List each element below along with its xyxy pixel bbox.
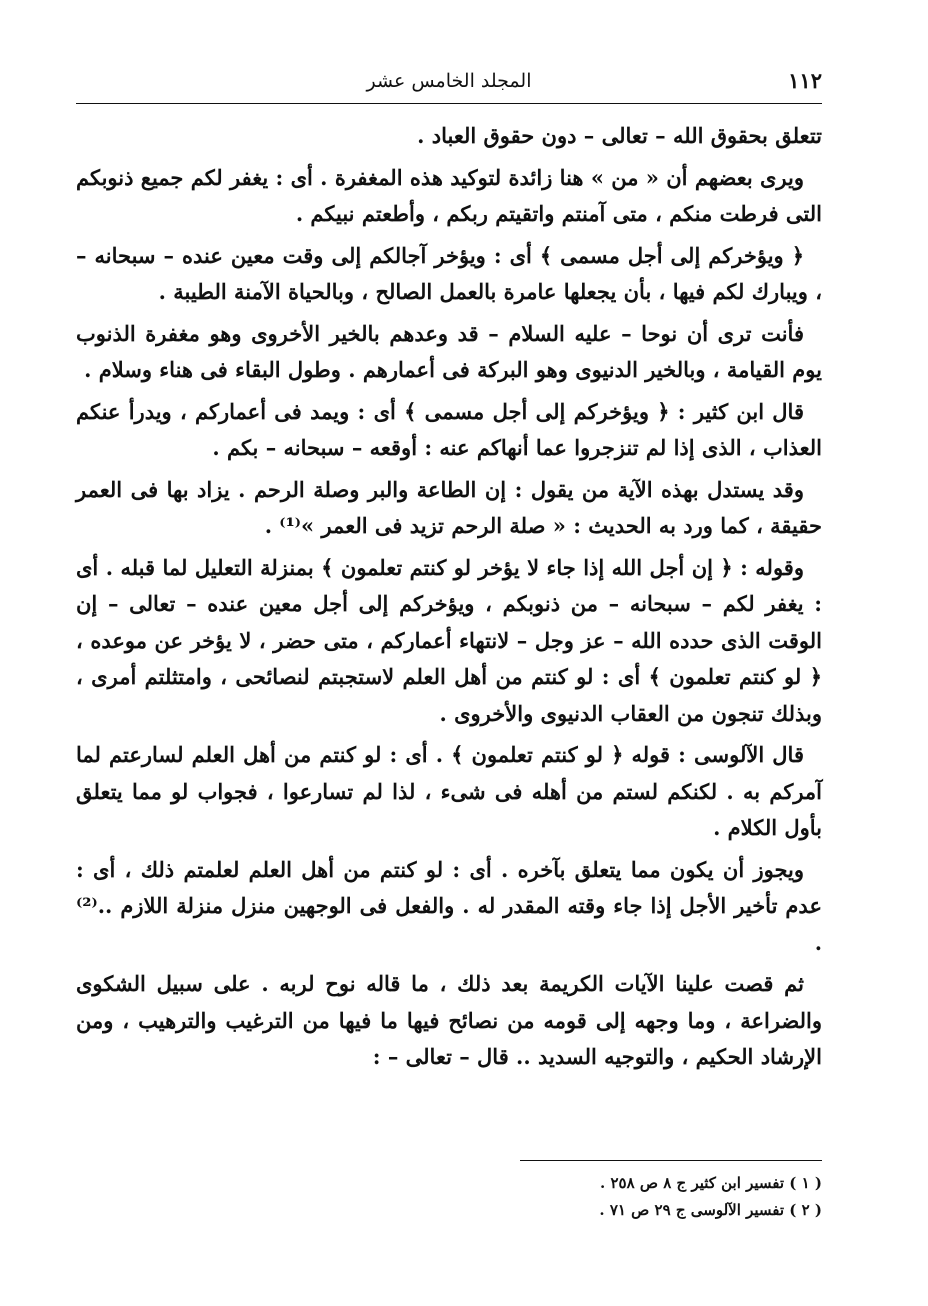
paragraph: تتعلق بحقوق الله – تعالى – دون حقوق العباد . bbox=[417, 123, 822, 148]
footnote: ( ١ ) تفسير ابن كثير ج ٨ ص ٢٥٨ . bbox=[600, 1174, 822, 1192]
page-header bbox=[76, 62, 822, 102]
paragraph: قال ابن كثير : ﴿ ويؤخركم إلى أجل مسمى ﴾ أى : ويمد فى أعماركم ، ويدرأ عنكم العذاب ، الذى إذا لم تنزجروا عما أنهاكم عنه : أوقعه – سبحانه – بكم . bbox=[76, 398, 822, 460]
paragraph: ﴿ ويؤخركم إلى أجل مسمى ﴾ أى : ويؤخر آجالكم إلى وقت معين عنده – سبحانه – ، ويبارك لكم فيها ، بأن يجعلها عامرة بالعمل الصالح ، وبالحياة الآمنة الطيبة . bbox=[76, 242, 822, 304]
header-rule bbox=[76, 103, 822, 104]
paragraph: فأنت ترى أن نوحا – عليه السلام – قد وعدهم بالخير الأخروى وهو مغفرة الذنوب يوم القيامة ، وبالخير الدنيوى وهو البركة فى أعمارهم . وطول البقاء فى هناء وسلام . bbox=[76, 320, 822, 382]
body-text bbox=[76, 118, 822, 1081]
paragraph: ويجوز أن يكون مما يتعلق بآخره . أى : لو كنتم من أهل العلم لعلمتم ذلك ، أى : عدم تأخير الأجل إذا جاء وقته المقدر له . والفعل فى الوجهين منزل منزلة اللازم ..⁽²⁾ . bbox=[76, 856, 822, 955]
running-title: المجلد الخامس عشر bbox=[366, 70, 532, 92]
paragraph: ويرى بعضهم أن « من » هنا زائدة لتوكيد هذه المغفرة . أى : يغفر لكم جميع ذنوبكم التى فرطت منكم ، متى آمنتم واتقيتم ربكم ، وأطعتم نبيكم . bbox=[76, 164, 822, 226]
paragraph: وقد يستدل بهذه الآية من يقول : إن الطاعة والبر وصلة الرحم . يزاد بها فى العمر حقيقة ، كما ورد به الحديث : « صلة الرحم تزيد فى العمر »⁽¹⁾ . bbox=[76, 476, 822, 538]
footnote-rule bbox=[520, 1160, 822, 1161]
paragraph: ثم قصت علينا الآيات الكريمة بعد ذلك ، ما قاله نوح لربه . على سبيل الشكوى والضراعة ، وما وجهه إلى قومه من نصائح فيها ما فيها من الترغيب والترهيب ، ومن الإرشاد الحكيم ، والتوجيه السديد .. قال – تعالى – : bbox=[76, 971, 822, 1069]
paragraph: قال الآلوسى : قوله ﴿ لو كنتم تعلمون ﴾ . أى : لو كنتم من أهل العلم لسارعتم لما آمركم به . لكنكم لستم من أهله فى شىء ، لذا لم تسارعوا ، فجواب لو مما يتعلق بأول الكلام . bbox=[76, 742, 822, 840]
paragraph: وقوله : ﴿ إن أجل الله إذا جاء لا يؤخر لو كنتم تعلمون ﴾ بمنزلة التعليل لما قبله . أى : يغفر لكم – سبحانه – من ذنوبكم ، ويؤخركم إلى أجل معين عنده – تعالى – إن الوقت الذى حدده الله – عز وجل – لانتهاء أعماركم ، متى حضر ، لا يؤخر عن موعده ، ﴿ لو كنتم تعلمون ﴾ أى : لو كنتم من أهل العلم لاستجبتم لنصائحى ، وامتثلتم أمرى ، وبذلك تنجون من العقاب الدنيوى والأخروى . bbox=[76, 554, 822, 726]
footnote: ( ٢ ) تفسير الآلوسى ج ٢٩ ص ٧١ . bbox=[599, 1201, 822, 1219]
page-number: ١١٢ bbox=[788, 68, 822, 93]
footnotes bbox=[300, 1170, 822, 1224]
